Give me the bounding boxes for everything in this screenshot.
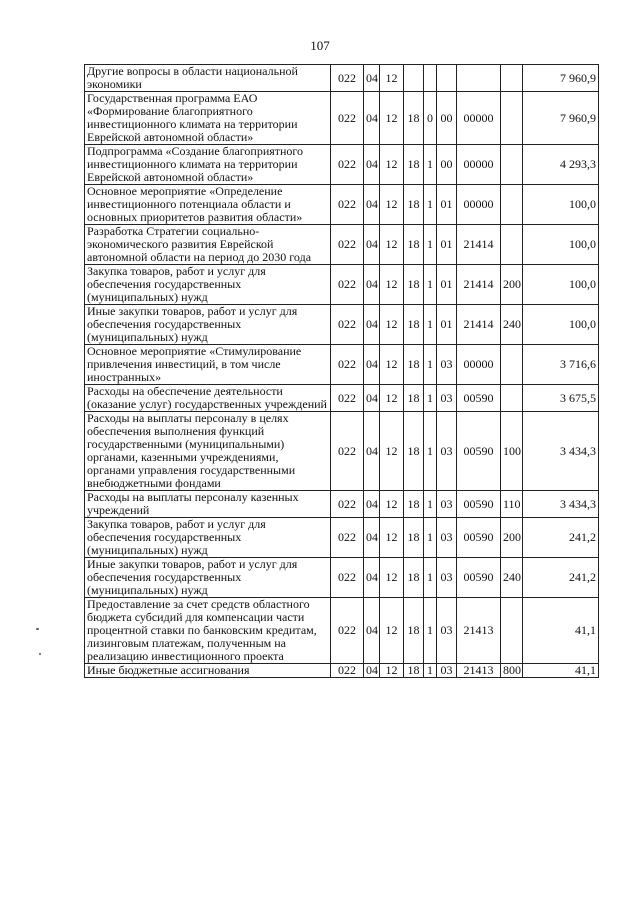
- cell-direction: 00590: [457, 491, 501, 518]
- cell-amount: 3 675,5: [523, 385, 599, 412]
- cell-section: 04: [364, 385, 380, 412]
- cell-amount: 241,2: [523, 558, 599, 598]
- cell-amount: 100,0: [523, 265, 599, 305]
- cell-measure: 01: [437, 225, 457, 265]
- cell-measure: 01: [437, 265, 457, 305]
- cell-amount: 100,0: [523, 225, 599, 265]
- cell-subsection: 12: [380, 491, 404, 518]
- cell-amount: 100,0: [523, 305, 599, 345]
- cell-program: 18: [404, 385, 424, 412]
- cell-direction: 21414: [457, 305, 501, 345]
- cell-subprogram: [424, 65, 437, 92]
- cell-expense-type: [501, 225, 523, 265]
- cell-subprogram: 1: [424, 305, 437, 345]
- cell-direction: 00590: [457, 412, 501, 491]
- cell-amount: 3 434,3: [523, 412, 599, 491]
- table-row: [85, 265, 599, 305]
- cell-subprogram: 1: [424, 598, 437, 664]
- cell-description: Иные бюджетные ассигнования: [85, 664, 331, 678]
- cell-subprogram: 1: [424, 664, 437, 678]
- table-body: [85, 65, 599, 678]
- cell-program: 18: [404, 145, 424, 185]
- cell-grbs-code: 022: [331, 664, 364, 678]
- cell-subsection: 12: [380, 305, 404, 345]
- cell-measure: 03: [437, 412, 457, 491]
- cell-measure: 03: [437, 345, 457, 385]
- cell-subsection: 12: [380, 598, 404, 664]
- cell-grbs-code: 022: [331, 305, 364, 345]
- cell-program: 18: [404, 92, 424, 145]
- cell-program: 18: [404, 185, 424, 225]
- cell-expense-type: [501, 145, 523, 185]
- cell-amount: 41,1: [523, 598, 599, 664]
- table-row: [85, 664, 599, 678]
- cell-measure: 03: [437, 518, 457, 558]
- cell-expense-type: 240: [501, 558, 523, 598]
- cell-direction: 21413: [457, 598, 501, 664]
- cell-grbs-code: 022: [331, 145, 364, 185]
- cell-measure: 03: [437, 491, 457, 518]
- cell-direction: 00000: [457, 345, 501, 385]
- cell-measure: [437, 65, 457, 92]
- cell-program: 18: [404, 305, 424, 345]
- cell-description: Расходы на выплаты персоналу казенных учреждений: [85, 491, 331, 518]
- cell-program: 18: [404, 412, 424, 491]
- cell-description: Подпрограмма «Создание благоприятного инвестиционного климата на территории Еврейской автономной области»: [85, 145, 331, 185]
- table-row: [85, 145, 599, 185]
- cell-measure: 01: [437, 305, 457, 345]
- cell-grbs-code: 022: [331, 518, 364, 558]
- cell-subsection: 12: [380, 412, 404, 491]
- table-row: [85, 491, 599, 518]
- table-row: [85, 385, 599, 412]
- cell-section: 04: [364, 412, 380, 491]
- cell-section: 04: [364, 491, 380, 518]
- cell-section: 04: [364, 518, 380, 558]
- cell-description: Иные закупки товаров, работ и услуг для обеспечения государственных (муниципальных) нужд: [85, 305, 331, 345]
- cell-section: 04: [364, 598, 380, 664]
- cell-measure: 00: [437, 92, 457, 145]
- cell-subsection: 12: [380, 558, 404, 598]
- cell-subsection: 12: [380, 145, 404, 185]
- cell-description: Другие вопросы в области национальной экономики: [85, 65, 331, 92]
- cell-subprogram: 0: [424, 92, 437, 145]
- cell-program: 18: [404, 225, 424, 265]
- cell-direction: 00000: [457, 92, 501, 145]
- cell-program: [404, 65, 424, 92]
- cell-amount: 7 960,9: [523, 92, 599, 145]
- cell-expense-type: 110: [501, 491, 523, 518]
- cell-grbs-code: 022: [331, 265, 364, 305]
- cell-direction: 00000: [457, 145, 501, 185]
- cell-description: Расходы на обеспечение деятельности (оказание услуг) государственных учреждений: [85, 385, 331, 412]
- cell-section: 04: [364, 145, 380, 185]
- cell-direction: [457, 65, 501, 92]
- cell-subsection: 12: [380, 345, 404, 385]
- cell-section: 04: [364, 558, 380, 598]
- cell-description: Основное мероприятие «Стимулирование привлечения инвестиций, в том числе иностранных»: [85, 345, 331, 385]
- budget-table: [84, 64, 599, 678]
- scan-speck: [39, 653, 41, 655]
- page-number: 107: [310, 38, 330, 53]
- cell-subprogram: 1: [424, 518, 437, 558]
- cell-measure: 03: [437, 598, 457, 664]
- cell-amount: 241,2: [523, 518, 599, 558]
- cell-program: 18: [404, 491, 424, 518]
- cell-program: 18: [404, 664, 424, 678]
- cell-description: Закупка товаров, работ и услуг для обеспечения государственных (муниципальных) нужд: [85, 265, 331, 305]
- cell-section: 04: [364, 65, 380, 92]
- table-row: [85, 518, 599, 558]
- cell-description: Разработка Стратегии социально-экономического развития Еврейской автономной области на период до 2030 года: [85, 225, 331, 265]
- cell-measure: 03: [437, 558, 457, 598]
- cell-expense-type: [501, 345, 523, 385]
- cell-subprogram: 1: [424, 185, 437, 225]
- cell-expense-type: 100: [501, 412, 523, 491]
- cell-program: 18: [404, 345, 424, 385]
- cell-amount: 7 960,9: [523, 65, 599, 92]
- cell-subsection: 12: [380, 92, 404, 145]
- cell-section: 04: [364, 185, 380, 225]
- cell-grbs-code: 022: [331, 345, 364, 385]
- table-row: [85, 305, 599, 345]
- cell-direction: 00590: [457, 518, 501, 558]
- cell-grbs-code: 022: [331, 491, 364, 518]
- cell-subprogram: 1: [424, 412, 437, 491]
- cell-measure: 00: [437, 145, 457, 185]
- scan-speck: [36, 628, 39, 630]
- table-row: [85, 92, 599, 145]
- cell-expense-type: 200: [501, 265, 523, 305]
- cell-subsection: 12: [380, 185, 404, 225]
- cell-subsection: 12: [380, 385, 404, 412]
- cell-subprogram: 1: [424, 265, 437, 305]
- cell-subsection: 12: [380, 518, 404, 558]
- table-row: [85, 185, 599, 225]
- cell-program: 18: [404, 265, 424, 305]
- cell-subprogram: 1: [424, 145, 437, 185]
- cell-grbs-code: 022: [331, 92, 364, 145]
- cell-amount: 3 434,3: [523, 491, 599, 518]
- cell-expense-type: [501, 65, 523, 92]
- cell-description: Основное мероприятие «Определение инвестиционного потенциала области и основных приоритетов развития области»: [85, 185, 331, 225]
- cell-amount: 4 293,3: [523, 145, 599, 185]
- table-row: [85, 598, 599, 664]
- cell-expense-type: 240: [501, 305, 523, 345]
- table-row: [85, 345, 599, 385]
- cell-program: 18: [404, 598, 424, 664]
- cell-subprogram: 1: [424, 558, 437, 598]
- cell-description: Государственная программа ЕАО «Формирование благоприятного инвестиционного климата на территории Еврейской автономной области»: [85, 92, 331, 145]
- cell-description: Предоставление за счет средств областного бюджета субсидий для компенсации части процентной ставки по банковским кредитам, лизинговым платежам, полученным на реализацию инвестиционного проекта: [85, 598, 331, 664]
- cell-direction: 00000: [457, 185, 501, 225]
- cell-description: Иные закупки товаров, работ и услуг для обеспечения государственных (муниципальных) нужд: [85, 558, 331, 598]
- cell-subsection: 12: [380, 225, 404, 265]
- cell-expense-type: 800: [501, 664, 523, 678]
- cell-grbs-code: 022: [331, 412, 364, 491]
- cell-amount: 41,1: [523, 664, 599, 678]
- cell-expense-type: [501, 598, 523, 664]
- cell-grbs-code: 022: [331, 65, 364, 92]
- cell-subprogram: 1: [424, 225, 437, 265]
- cell-grbs-code: 022: [331, 598, 364, 664]
- cell-direction: 00590: [457, 558, 501, 598]
- cell-grbs-code: 022: [331, 558, 364, 598]
- cell-measure: 01: [437, 185, 457, 225]
- cell-program: 18: [404, 558, 424, 598]
- cell-direction: 21414: [457, 225, 501, 265]
- cell-grbs-code: 022: [331, 225, 364, 265]
- cell-direction: 21413: [457, 664, 501, 678]
- cell-subsection: 12: [380, 65, 404, 92]
- cell-program: 18: [404, 518, 424, 558]
- cell-grbs-code: 022: [331, 185, 364, 225]
- cell-section: 04: [364, 664, 380, 678]
- cell-subprogram: 1: [424, 345, 437, 385]
- table-row: [85, 65, 599, 92]
- cell-subsection: 12: [380, 265, 404, 305]
- cell-direction: 00590: [457, 385, 501, 412]
- cell-subprogram: 1: [424, 491, 437, 518]
- cell-expense-type: [501, 385, 523, 412]
- table-row: [85, 412, 599, 491]
- cell-grbs-code: 022: [331, 385, 364, 412]
- table-row: [85, 225, 599, 265]
- cell-measure: 03: [437, 664, 457, 678]
- cell-subprogram: 1: [424, 385, 437, 412]
- cell-subsection: 12: [380, 664, 404, 678]
- cell-section: 04: [364, 225, 380, 265]
- cell-section: 04: [364, 345, 380, 385]
- cell-expense-type: [501, 185, 523, 225]
- cell-amount: 3 716,6: [523, 345, 599, 385]
- cell-amount: 100,0: [523, 185, 599, 225]
- cell-section: 04: [364, 92, 380, 145]
- cell-section: 04: [364, 265, 380, 305]
- cell-description: Закупка товаров, работ и услуг для обеспечения государственных (муниципальных) нужд: [85, 518, 331, 558]
- cell-measure: 03: [437, 385, 457, 412]
- cell-direction: 21414: [457, 265, 501, 305]
- table-row: [85, 558, 599, 598]
- cell-section: 04: [364, 305, 380, 345]
- cell-description: Расходы на выплаты персоналу в целях обеспечения выполнения функций государственными (муниципальными) органами, казенными учреждениями, органами управления государственными внебюджетными фондами: [85, 412, 331, 491]
- cell-expense-type: [501, 92, 523, 145]
- cell-expense-type: 200: [501, 518, 523, 558]
